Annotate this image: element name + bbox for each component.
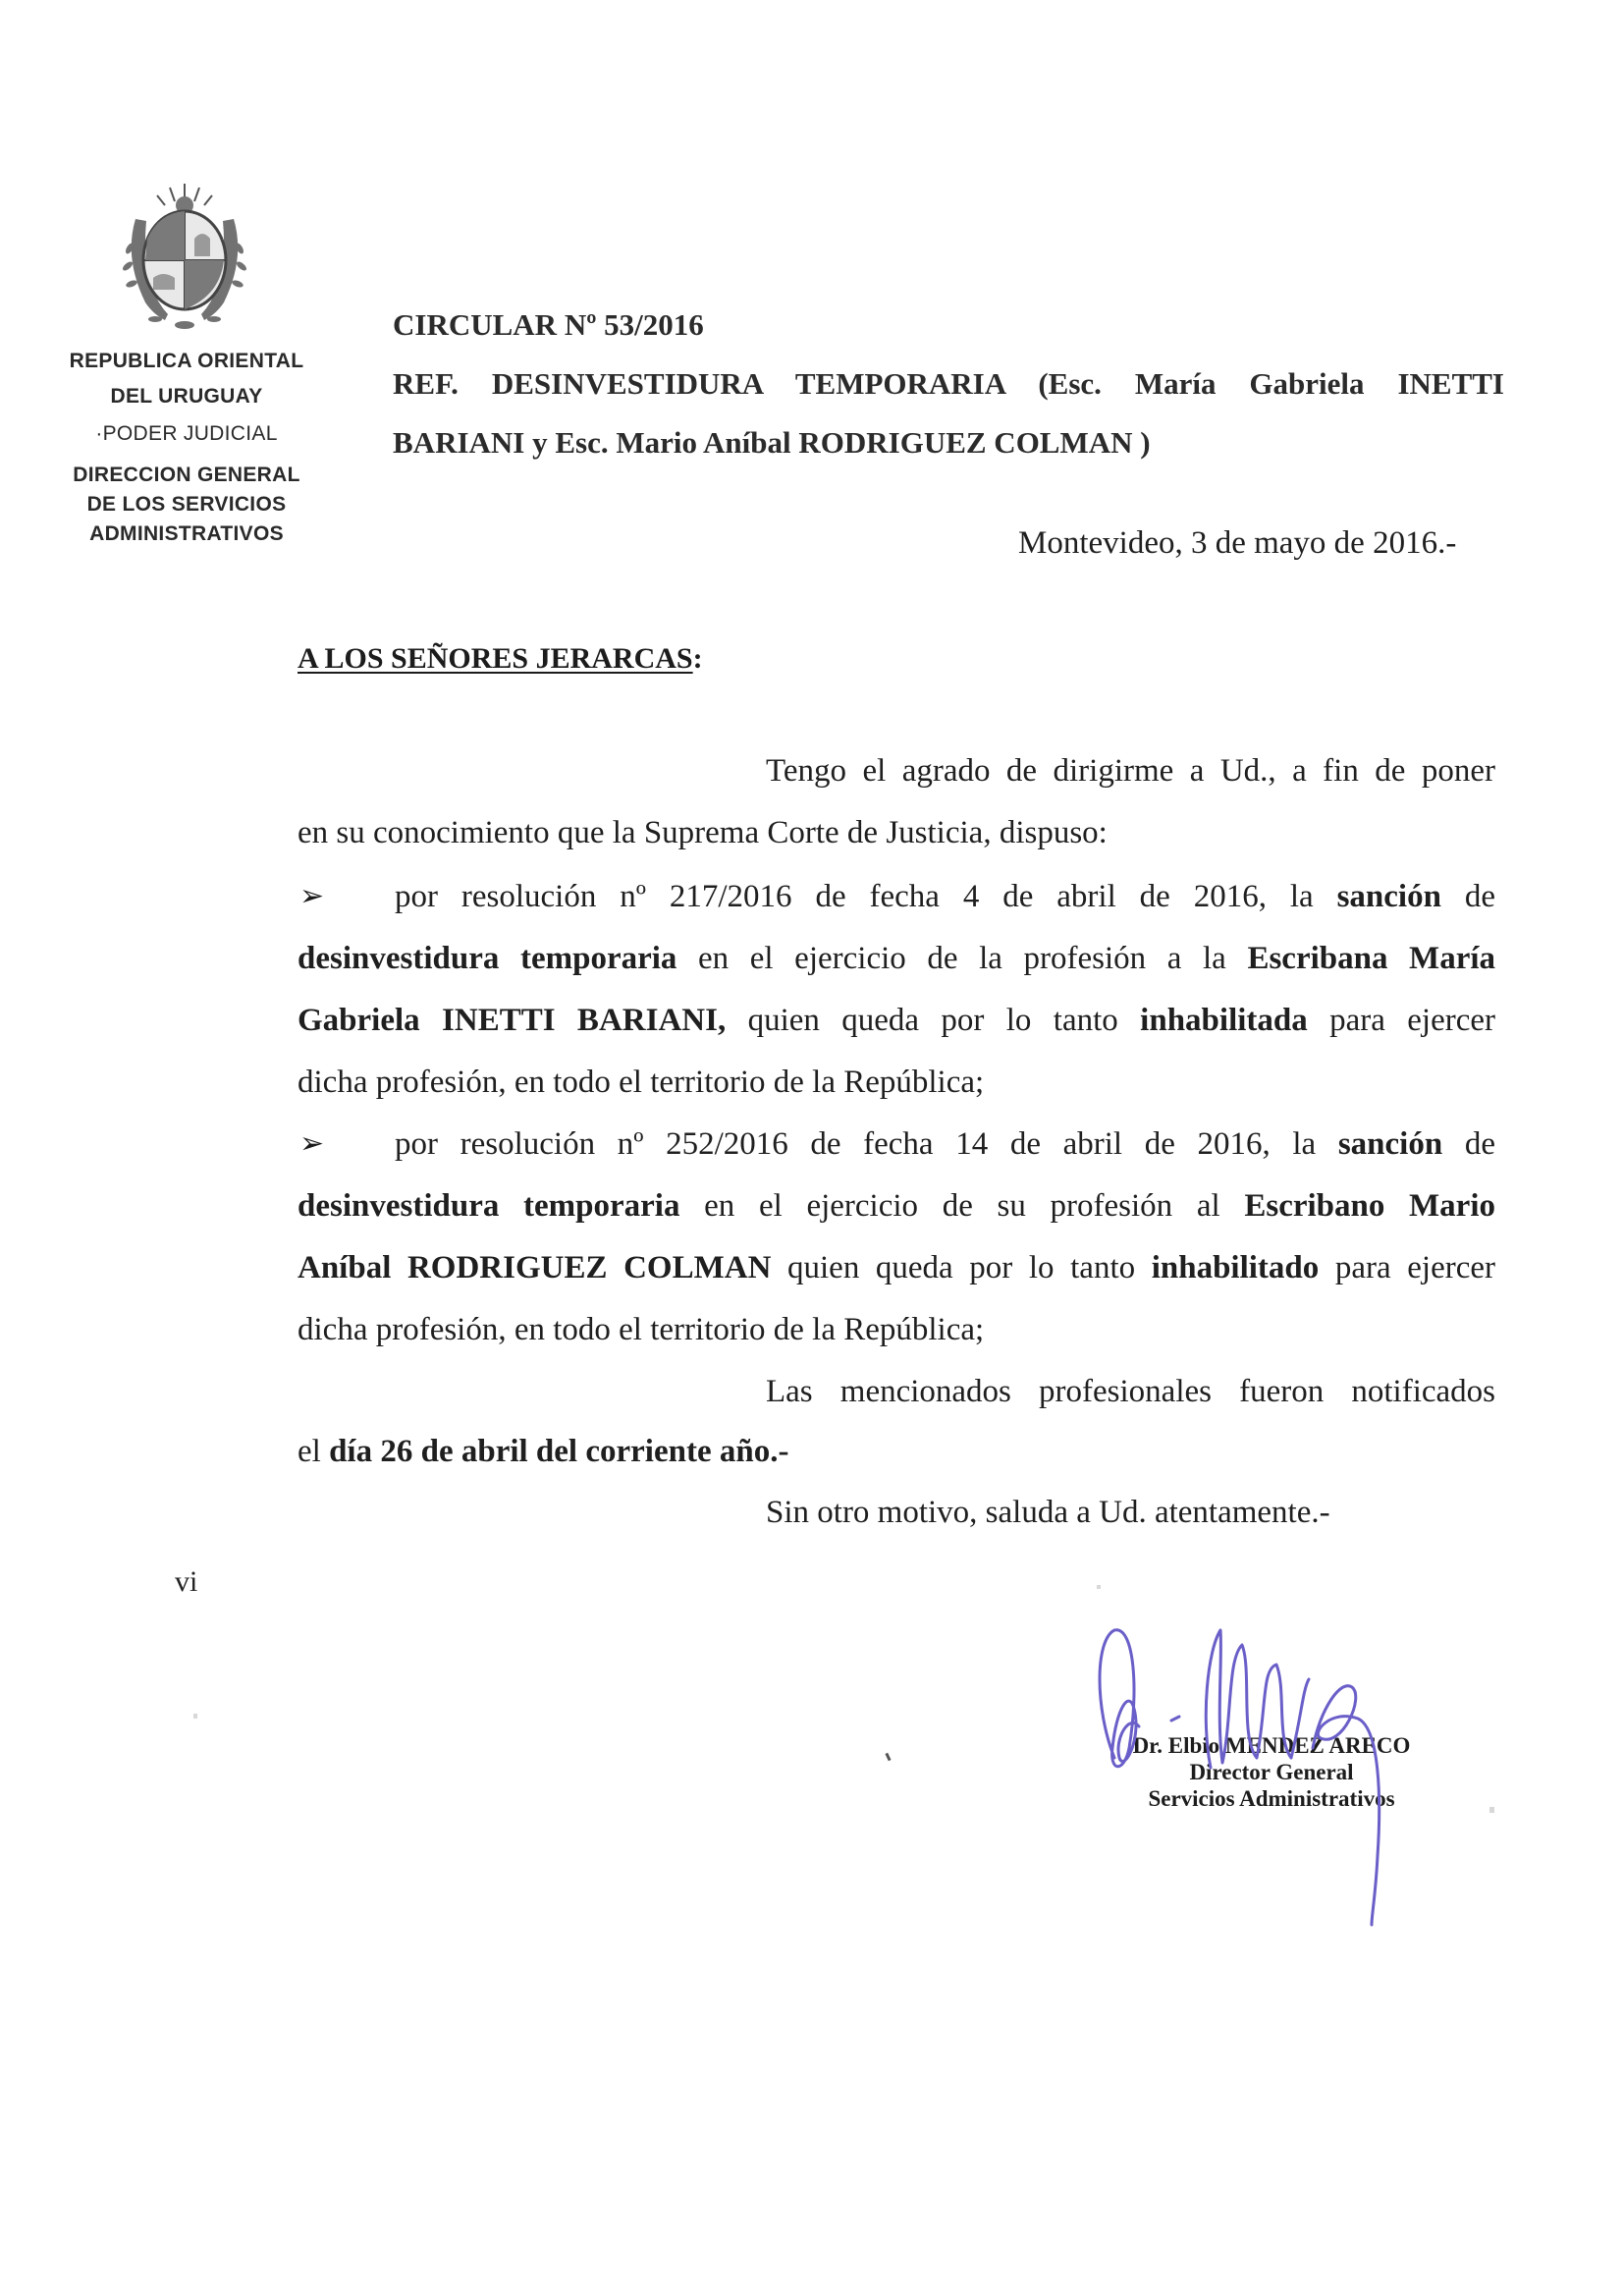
letterhead-line: REPUBLICA ORIENTAL — [69, 350, 304, 372]
signatory-name: Dr. Elbio MENDEZ ARECO — [1132, 1733, 1411, 1758]
resolution-line: dicha profesión, en todo el territorio de la República; — [298, 1312, 985, 1347]
reference-line-1: REF. DESINVESTIDURA TEMPORARIA (Esc. María Gabriela INETTI — [393, 366, 1504, 401]
resolution-line: Gabriela INETTI BARIANI, quien queda por lo tanto inhabilitada para ejercer — [298, 1003, 1496, 1038]
arrowhead-bullet-icon: ➢ — [299, 879, 325, 913]
scan-speck — [1097, 1585, 1101, 1589]
greeting-colon: : — [692, 642, 703, 675]
resolution-line: desinvestidura temporaria en el ejercicio de la profesión a la Escribana María — [298, 941, 1496, 976]
signatory-title: Director General — [1189, 1760, 1354, 1784]
intro-line-2: en su conocimiento que la Suprema Corte de Justicia, dispuso: — [298, 815, 1108, 850]
resolution-line: por resolución nº 252/2016 de fecha 14 de abril de 2016, la sanción de — [395, 1126, 1496, 1162]
resolution-line: dicha profesión, en todo el territorio de la República; — [298, 1065, 985, 1100]
scan-speck — [885, 1753, 891, 1762]
reference-line-2: BARIANI y Esc. Mario Aníbal RODRIGUEZ COLMAN ) — [393, 425, 1151, 460]
notified-line-2: el día 26 de abril del corriente año.- — [298, 1434, 789, 1469]
signatory-block — [1090, 1732, 1453, 1812]
intro-line-1: Tengo el agrado de dirigirme a Ud., a fin de poner — [766, 753, 1495, 789]
letterhead-line: DE LOS SERVICIOS — [86, 493, 287, 516]
resolution-line: Aníbal RODRIGUEZ COLMAN quien queda por lo tanto inhabilitado para ejercer — [298, 1250, 1495, 1285]
signatory-department: Servicios Administrativos — [1148, 1786, 1395, 1811]
scan-speck — [1489, 1807, 1494, 1813]
scan-speck — [193, 1714, 197, 1719]
notified-line-1: Las mencionados profesionales fueron notificados — [766, 1374, 1495, 1409]
letterhead-line: DIRECCION GENERAL — [73, 464, 300, 486]
resolution-line: desinvestidura temporaria en el ejercicio de su profesión al Escribano Mario — [298, 1188, 1495, 1224]
letterhead-line: ·PODER JUDICIAL — [95, 422, 278, 445]
circular-number: CIRCULAR Nº 53/2016 — [393, 307, 704, 342]
letterhead-line: DEL URUGUAY — [110, 385, 263, 408]
signature-stroke — [1171, 1717, 1179, 1721]
resolution-line: por resolución nº 217/2016 de fecha 4 de abril de 2016, la sanción de — [395, 879, 1496, 914]
greeting — [298, 642, 703, 676]
greeting-text: A LOS SEÑORES JERARCAS — [298, 642, 693, 675]
letterhead-line: ADMINISTRATIVOS — [89, 522, 284, 545]
closing-line: Sin otro motivo, saluda a Ud. atentamente.- — [766, 1495, 1330, 1530]
arrowhead-bullet-icon: ➢ — [299, 1126, 325, 1161]
date-line: Montevideo, 3 de mayo de 2016.- — [1018, 525, 1457, 561]
typist-initials: vi — [175, 1565, 198, 1598]
coat-of-arms-icon — [116, 180, 253, 332]
